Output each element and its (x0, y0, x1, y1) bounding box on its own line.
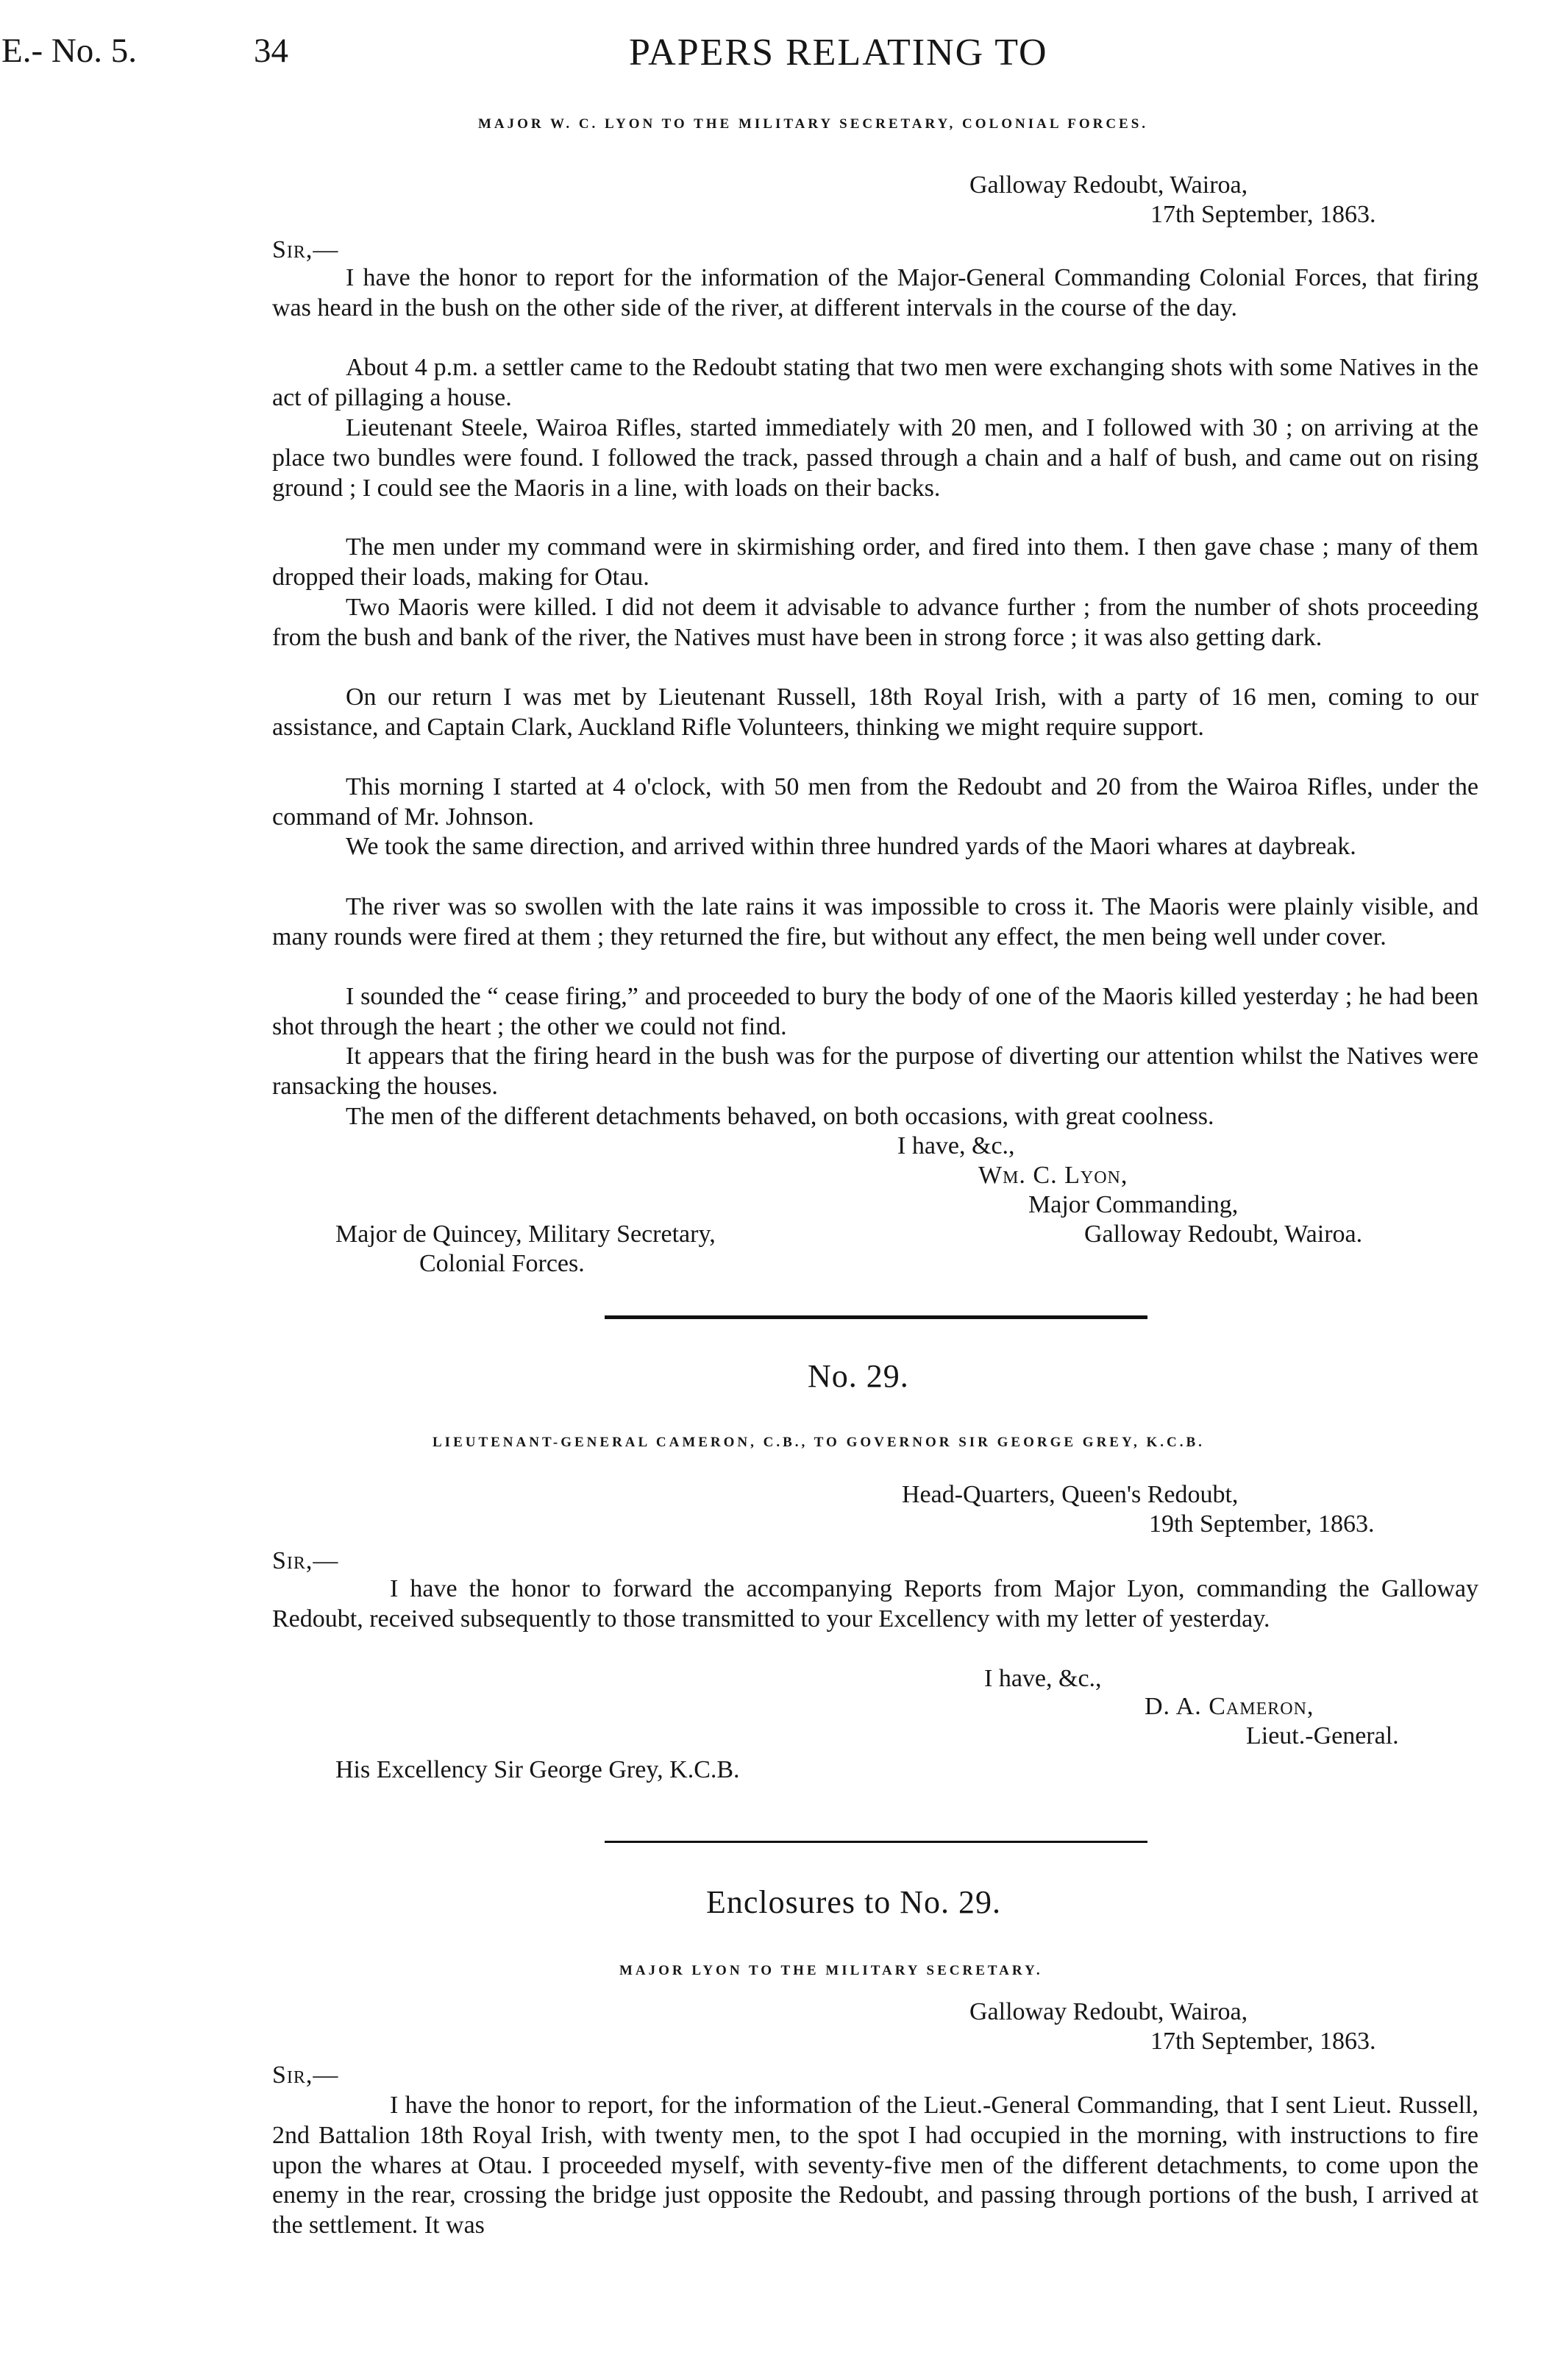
enclosures-address-line1: Galloway Redoubt, Wairoa, (969, 1998, 1248, 2025)
section-divider-thick (605, 1315, 1147, 1319)
no29-addressee: His Excellency Sir George Grey, K.C.B. (335, 1756, 740, 1783)
letter1-closing: I have, &c., (897, 1132, 1015, 1159)
no29-salutation: Sir,— (272, 1547, 339, 1574)
no29-address-line1: Head-Quarters, Queen's Redoubt, (902, 1481, 1239, 1508)
document-reference: E.- No. 5. (1, 32, 138, 70)
letter1-paragraph: On our return I was met by Lieutenant Russell, 18th Royal Irish, with a party of 16 men, coming to our assistance, and Captain Clark, Auckland Rifle Volunteers, thinking we might require support. (272, 683, 1478, 741)
no29-paragraph: I have the honor to forward the accompanying Reports from Major Lyon, commanding the Galloway Redoubt, received subsequently to those transmitted to your Excellency with my letter of yesterday. (272, 1575, 1478, 1633)
no29-signature-title: Lieut.-General. (1246, 1722, 1399, 1750)
enclosures-address-line2: 17th September, 1863. (1150, 2028, 1376, 2055)
letter1-paragraph: Lieutenant Steele, Wairoa Rifles, started immediately with 20 men, and I followed with 30 ; on arriving at the place two bundles were found. I followed the track, passed through a chain and a half of bush, and came out on rising ground ; I could see the Maoris in a line, with loads on their backs. (272, 414, 1478, 502)
letter1-paragraph: We took the same direction, and arrived within three hundred yards of the Maori whares at daybreak. (346, 833, 1356, 860)
letter1-signature-title: Major Commanding, (1028, 1191, 1239, 1218)
enclosures-paragraph: I have the honor to report, for the information of the Lieut.-General Commanding, that I sent Lieut. Russell, 2nd Battalion 18th Royal Irish, with twenty men, to the spot I had occupied in the morning, with instructions to fire upon the whares at Otau. I proceeded myself, with seventy-five men of the different detachments, to come upon the enemy in the rear, crossing the bridge just opposite the Redoubt, and passing through portions of the bush, I arrived at the settlement. It was (272, 2092, 1478, 2239)
no29-signature-name: D. A. Cameron, (1145, 1693, 1314, 1720)
letter1-address-line1: Galloway Redoubt, Wairoa, (969, 171, 1248, 199)
letter1-salutation: Sir,— (272, 236, 339, 263)
letter1-paragraph: I sounded the “ cease firing,” and proceeded to bury the body of one of the Maoris killed yesterday ; he had been shot through the heart ; the other we could not find. (272, 983, 1478, 1040)
letter1-address-line2: 17th September, 1863. (1150, 201, 1376, 228)
letter1-paragraph: The men of the different detachments behaved, on both occasions, with great coolness. (346, 1103, 1214, 1130)
letter1-signature-name: Wm. C. Lyon, (978, 1162, 1128, 1189)
letter1-heading: MAJOR W. C. LYON TO THE MILITARY SECRETARY, COLONIAL FORCES. (478, 116, 1149, 132)
letter-number: No. 29. (808, 1358, 909, 1394)
section-divider-thin (605, 1841, 1147, 1843)
no29-address-line2: 19th September, 1863. (1149, 1510, 1375, 1538)
letter1-signature-place: Galloway Redoubt, Wairoa. (1084, 1221, 1363, 1248)
no29-closing: I have, &c., (984, 1665, 1102, 1692)
letter1-paragraph: About 4 p.m. a settler came to the Redoubt stating that two men were exchanging shots with some Natives in the act of pillaging a house. (272, 354, 1478, 411)
page-title: PAPERS RELATING TO (629, 32, 1048, 74)
letter1-paragraph: The river was so swollen with the late rains it was impossible to cross it. The Maoris were plainly visible, and many rounds were fired at them ; they returned the fire, but without any effect, the men being well under cover. (272, 893, 1478, 951)
letter1-paragraph: The men under my command were in skirmishing order, and fired into them. I then gave chase ; many of them dropped their loads, making for Otau. (272, 533, 1478, 591)
enclosures-heading: MAJOR LYON TO THE MILITARY SECRETARY. (619, 1963, 1043, 1978)
no29-heading: LIEUTENANT-GENERAL CAMERON, C.B., TO GOVERNOR SIR GEORGE GREY, K.C.B. (433, 1435, 1205, 1450)
letter1-addressee-line2: Colonial Forces. (419, 1250, 585, 1277)
page-number: 34 (254, 32, 288, 70)
enclosures-salutation: Sir,— (272, 2061, 339, 2089)
letter1-addressee-line1: Major de Quincey, Military Secretary, (335, 1221, 716, 1248)
enclosures-title: Enclosures to No. 29. (706, 1884, 1002, 1920)
letter1-paragraph: I have the honor to report for the information of the Major-General Commanding Colonial Forces, that firing was heard in the bush on the other side of the river, at different intervals in the course of the day. (272, 264, 1478, 322)
letter1-paragraph: It appears that the firing heard in the bush was for the purpose of diverting our attention whilst the Natives were ransacking the houses. (272, 1042, 1478, 1100)
letter1-paragraph: Two Maoris were killed. I did not deem it advisable to advance further ; from the number of shots proceeding from the bush and bank of the river, the Natives must have been in strong force ; it was also getting dark. (272, 594, 1478, 651)
letter1-paragraph: This morning I started at 4 o'clock, with 50 men from the Redoubt and 20 from the Wairoa Rifles, under the command of Mr. Johnson. (272, 773, 1478, 831)
